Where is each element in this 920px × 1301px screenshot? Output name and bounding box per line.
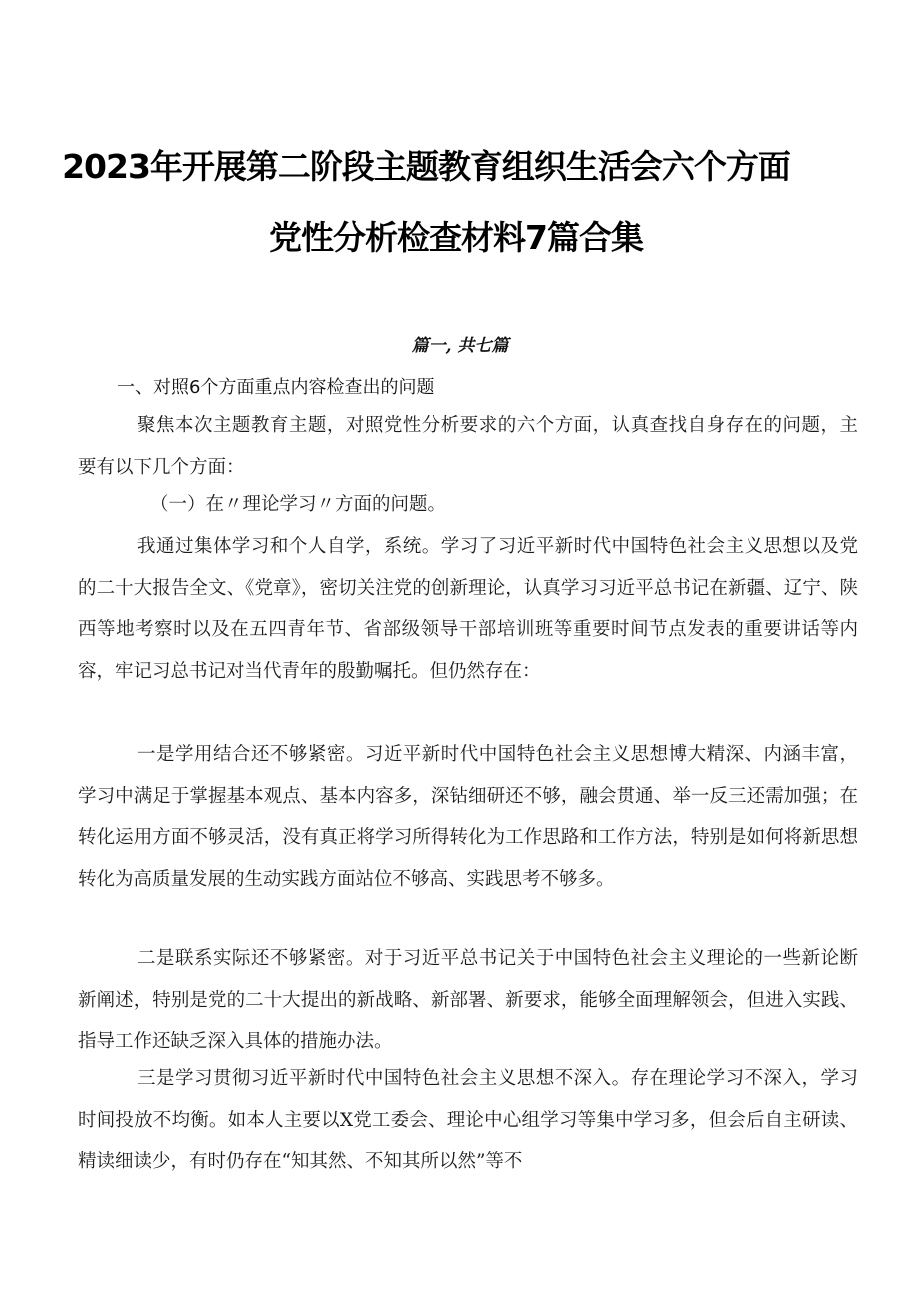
section-label: 篇一, 共七篇: [411, 336, 509, 356]
point-one-paragraph: 一是学用结合还不够紧密。习近平新时代中国特色社会主义思想博大精深、内涵丰富，学习中满足于掌握基本观点、基本内容多，深钻细研还不够，融会贯通、举一反三还需加强；在转化运用方面不够灵活，没有真正将学习所得转化为工作思路和工作方法，特别是如何将新思想转化为高质量发展的生动实践方面站位不够高、实践思考不够多。: [78, 744, 858, 890]
intro-paragraph: 聚焦本次主题教育主题，对照党性分析要求的六个方面，认真查找自身存在的问题，主要有以下几个方面：: [78, 415, 858, 478]
document-title-line-2: 党性分析检查材料7篇合集: [269, 218, 643, 257]
study-paragraph: 我通过集体学习和个人自学，系统。学习了习近平新时代中国特色社会主义思想以及党的二十大报告全文、《党章》，密切关注党的创新理论，认真学习习近平总书记在新疆、辽宁、陕西等地考察时以及在五四青年节、省部级领导干部培训班等重要时间节点发表的重要讲话等内容，牢记习总书记对当代青年的殷勤嘱托。但仍然存在：: [78, 536, 858, 682]
point-three-paragraph: 三是学习贯彻习近平新时代中国特色社会主义思想不深入。存在理论学习不深入，学习时间投放不均衡。如本人主要以X党工委会、理论中心组学习等集中学习多，但会后自主研读、精读细读少，有时仍存在“知其然、不知其所以然”等不: [78, 1068, 858, 1172]
section-heading: 一、对照6个方面重点内容检查出的问题: [117, 377, 435, 398]
document-title-line-1: 2023年开展第二阶段主题教育组织生活会六个方面: [62, 147, 790, 186]
subheading: （一）在〃理论学习〃方面的问题。: [150, 494, 447, 515]
point-two-paragraph: 二是联系实际还不够紧密。对于习近平总书记关于中国特色社会主义理论的一些新论断新阐述，特别是党的二十大提出的新战略、新部署、新要求，能够全面理解领会，但进入实践、指导工作还缺乏深入具体的措施办法。: [78, 948, 858, 1052]
